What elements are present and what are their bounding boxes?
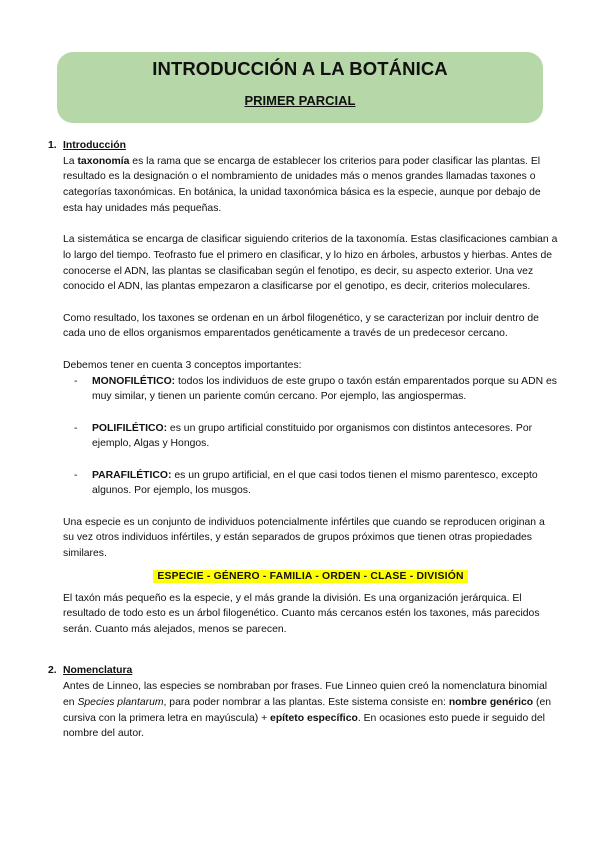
paragraph-taxon-jerarquia: El taxón más pequeño es la especie, y el más grande la división. Es una organización jerárquica. El resultado de todo esto es un árbol filogenético. Cuanto más cercanos estén los taxones, más parecidos serán. Cuanto más alejados, menos se parecen. [63, 592, 540, 635]
list-item: - POLIFILÉTICO: es un grupo artificial constituido por organismos con distintos antecesores. Por ejemplo, Algas y Hongos. [74, 422, 533, 450]
concept-term: MONOFILÉTICO: [92, 375, 176, 387]
list-item: - PARAFILÉTICO: es un grupo artificial, en el que casi todos tienen el mismo parentesco, excepto algunos. Por ejemplo, los musgos. [74, 469, 538, 497]
section-2-title: Nomenclatura [63, 665, 133, 677]
list-item: - MONOFILÉTICO: todos los individuos de este grupo o taxón están emparentados porque su ADN es muy similar, y tienen un pariente común cercano. Por ejemplo, las angiospermas. [74, 375, 557, 403]
paragraph-arbol-filogenetico: Como resultado, los taxones se ordenan en un árbol filogenético, y se caracterizan por incluir dentro de cada uno de ellos organismos emparentados genéticamente a través de un predecesor cercano. [63, 312, 539, 340]
text-run: La [63, 155, 78, 167]
term-epiteto-especifico: epíteto específico [270, 712, 358, 724]
taxonomic-hierarchy: ESPECIE - GÉNERO - FAMILIA - ORDEN - CLASE - DIVISIÓN [153, 570, 467, 583]
paragraph-conceptos-intro: Debemos tener en cuenta 3 conceptos importantes: [63, 359, 302, 371]
paragraph-sistematica: La sistemática se encarga de clasificar siguiendo criterios de la taxonomía. Estas clasificaciones cambian a lo largo del tiempo. Teofrasto fue el primero en clasificar, y lo hizo en árboles, arbustos y hierbas. Antes de conocerse el ADN, las plantas se clasificaban según el fenotipo, es decir, su aspecto exterior. Una vez conocido el ADN, las plantas empezaron a clasificarse por el genotipo, es decir, criterios moleculares. [63, 234, 558, 293]
text-run: , para poder nombrar a las plantas. Este sistema consiste en: [163, 696, 449, 708]
title-banner [57, 52, 543, 123]
term-nombre-generico: nombre genérico [448, 696, 534, 708]
text-run: . En ocasiones esto puede ir seguido del nombre del autor. [63, 712, 545, 740]
concept-text: es un grupo artificial constituido por organismos con distintos antecesores. Por ejemplo, Algas y Hongos. [92, 422, 533, 450]
section-2-number: 2. [48, 665, 57, 677]
concept-term: PARAFILÉTICO: [92, 469, 172, 481]
concept-text: es un grupo artificial, en el que casi todos tienen el mismo parentesco, excepto algunos. Por ejemplo, los musgos. [92, 469, 538, 497]
text-run: es la rama que se encarga de establecer los criterios para poder clasificar las plantas. El resultado es la designación o el nombramiento de unidades más o menos grandes llamadas taxones o categorías taxonómicas. En botánica, la unidad taxonómica básica es la especie, aunque por debajo de esta hay unidades más pequeñas. [63, 155, 541, 214]
paragraph-nomenclatura [63, 679, 558, 742]
italic-species-plantarum: Species plantarum [77, 696, 164, 708]
section-1-number: 1. [48, 140, 57, 151]
section-1-heading [48, 138, 558, 154]
concept-term: POLIFILÉTICO: [92, 422, 168, 434]
hierarchy-row [63, 569, 558, 585]
text-run: (en cursiva con la primera letra en mayúscula) + [63, 696, 552, 724]
section-2-heading [48, 663, 558, 679]
paragraph-especie: Una especie es un conjunto de individuos potencialmente infértiles que cuando se reproducen originan a su vez otros individuos infértiles, y están separados de grupos próximos que tienen otras propiedades similares. [63, 516, 545, 560]
paragraph-taxonomia [63, 154, 558, 217]
document-body [48, 138, 558, 742]
page-title: INTRODUCCIÓN A LA BOTÁNICA [152, 58, 448, 79]
concept-text: todos los individuos de este grupo o taxón están emparentados porque su ADN es muy similar, y tienen un pariente común cercano. Por ejemplo, las angiospermas. [92, 375, 557, 403]
concepts-list [63, 374, 558, 500]
page-subtitle: PRIMER PARCIAL [244, 93, 356, 108]
text-run: Antes de Linneo, las especies se nombraban por frases. Fue Linneo quien creó la nomenclatura binomial en [63, 681, 548, 708]
section-1-title: Introducción [63, 140, 126, 151]
term-taxonomia: taxonomía [77, 155, 130, 167]
